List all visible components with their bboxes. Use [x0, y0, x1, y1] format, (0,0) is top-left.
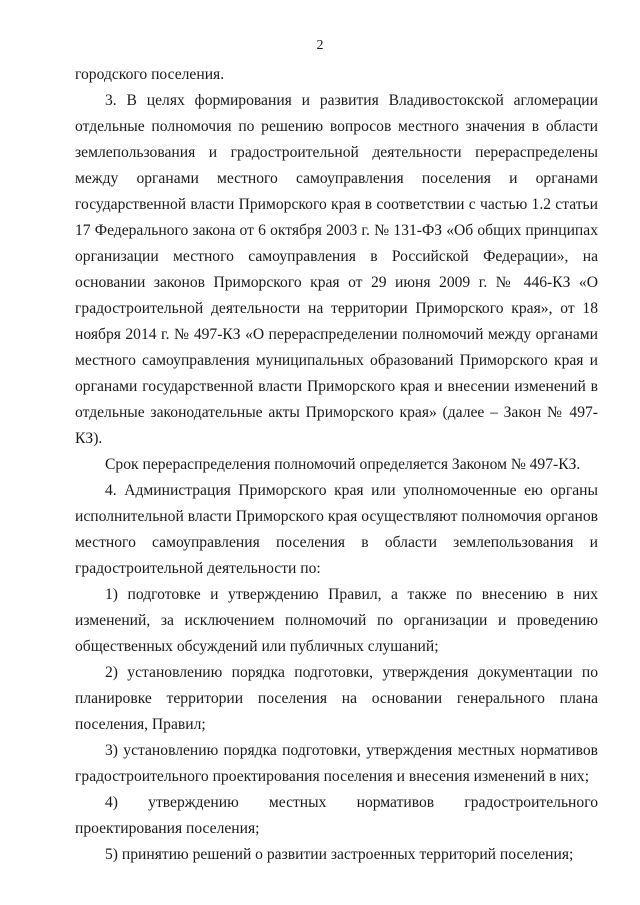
list-item-3: 3) установлению порядка подготовки, утверждения местных нормативов градостроительного проектирования поселения и внесения изменений в них;	[75, 742, 598, 785]
document-body	[75, 62, 598, 868]
list-item-5: 5) принятию решений о развитии застроенных территорий поселения;	[105, 846, 574, 863]
list-item-2: 2) установлению порядка подготовки, утверждения документации по планировке территории поселения на основании генерального плана поселения, Правил;	[75, 664, 598, 733]
paragraph-continuation: городского поселения.	[75, 66, 225, 83]
list-item-1: 1) подготовке и утверждению Правил, а также по внесению в них изменений, за исключением полномочий по организации и проведению общественных обсуждений или публичных слушаний;	[75, 586, 598, 655]
page-number: 2	[316, 38, 324, 53]
paragraph-term: Срок перераспределения полномочий определяется Законом № 497-КЗ.	[105, 456, 581, 473]
list-item-4: 4) утверждению местных нормативов градостроительного проектирования поселения;	[75, 794, 598, 837]
paragraph-item-3: 3. В целях формирования и развития Владивостокской агломерации отдельные полномочия по решению вопросов местного значения в области землепользования и градостроительной деятельности перераспределены между органами местного самоуправления поселения и органами государственной власти Приморского края в соответствии с частью 1.2 статьи 17 Федерального закона от 6 октября 2003 г. № 131-ФЗ «Об общих принципах организации местного самоуправления в Российской Федерации», на основании законов Приморского края от 29 июня 2009 г. № 446-КЗ «О градостроительной деятельности на территории Приморского края», от 18 ноября 2014 г. № 497-КЗ «О перераспределении полномочий между органами местного самоуправления муниципальных образований Приморского края и органами государственной власти Приморского края и внесении изменений в отдельные законодательные акты Приморского края» (далее – Закон № 497-КЗ).	[75, 92, 598, 447]
paragraph-item-4: 4. Администрация Приморского края или уполномоченные ею органы исполнительной власти Приморского края осуществляют полномочия органов местного самоуправления поселения в области землепользования и градостроительной деятельности по:	[75, 482, 598, 577]
